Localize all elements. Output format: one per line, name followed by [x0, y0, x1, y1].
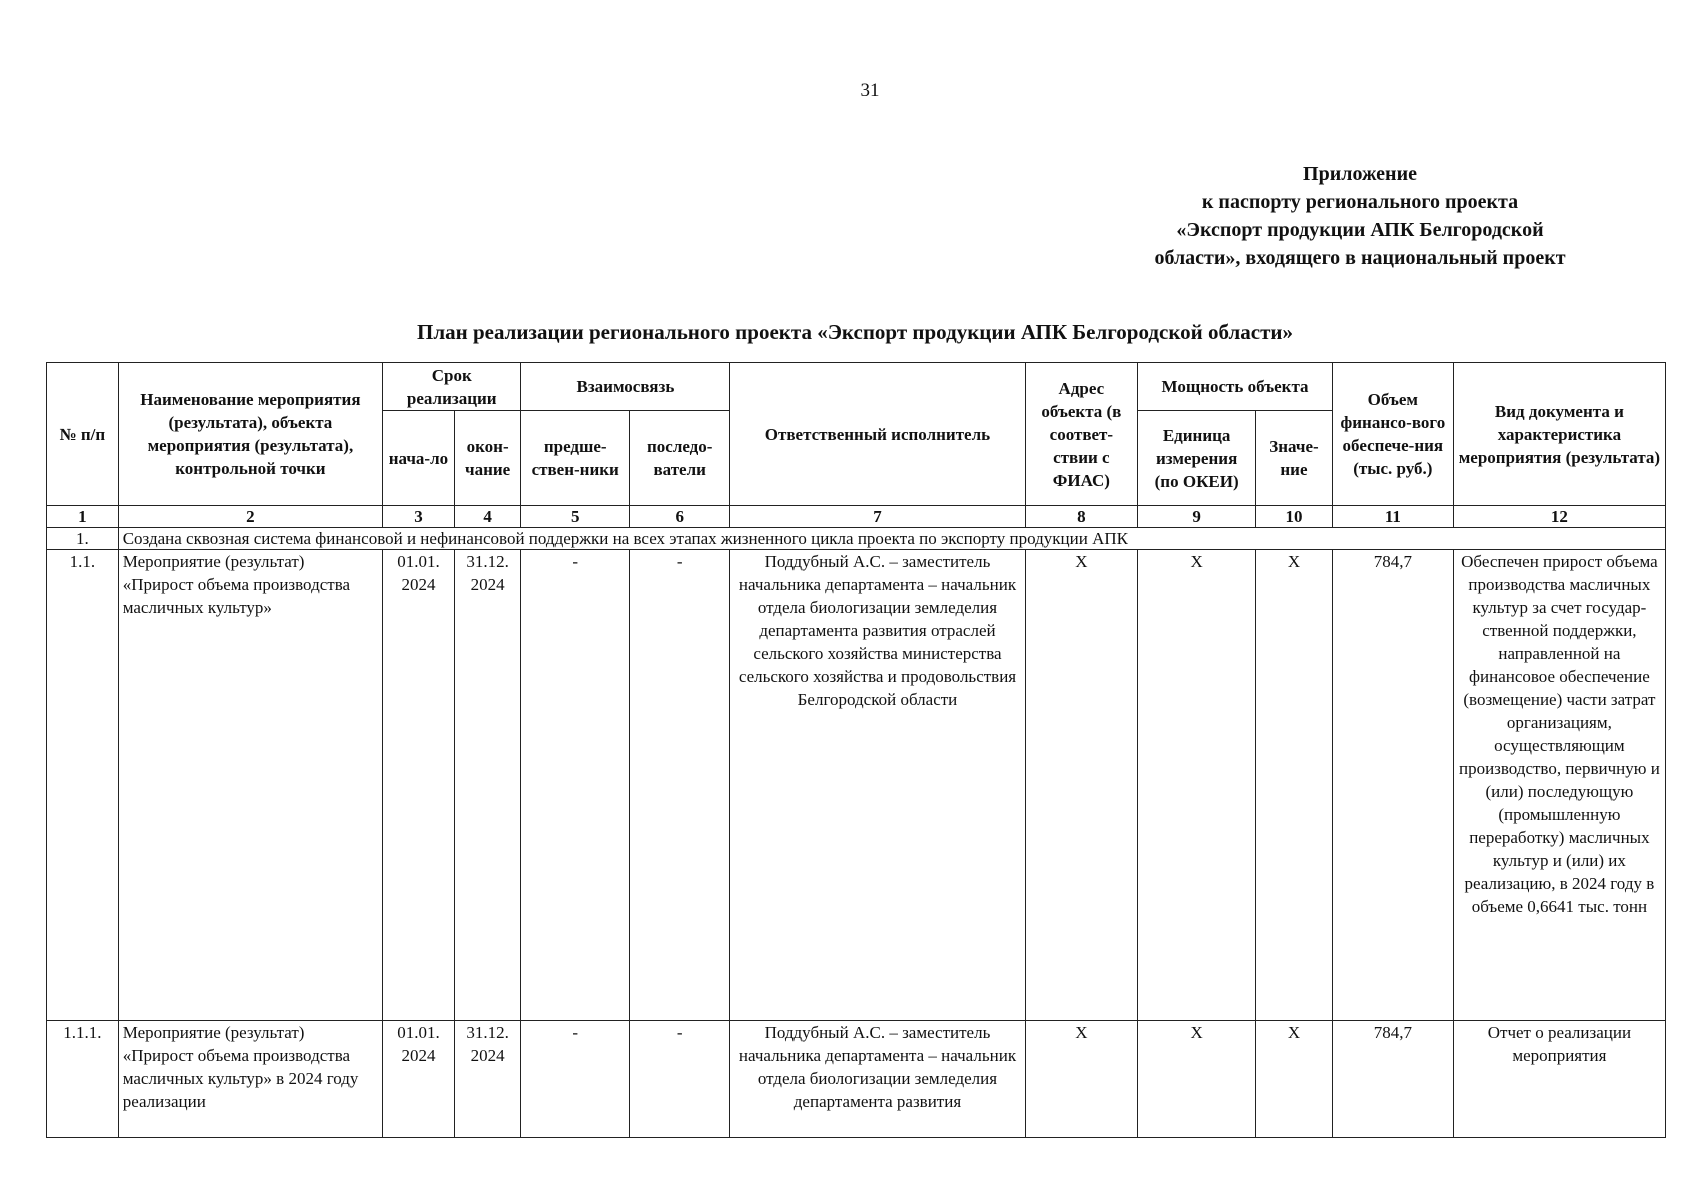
row-name: Мероприятие (результат) «Прирост объема производства масличных культур» в 2024 году реализации — [118, 1021, 382, 1138]
table-row — [47, 1021, 1666, 1138]
header-unit: Единица измерения (по ОКЕИ) — [1138, 411, 1256, 506]
table-row — [47, 550, 1666, 1021]
column-number: 11 — [1332, 506, 1453, 528]
row-predecessors: - — [521, 550, 630, 1021]
section-row — [47, 528, 1666, 550]
row-doc: Отчет о реализации мероприятия — [1453, 1021, 1665, 1138]
column-number: 10 — [1256, 506, 1333, 528]
row-end: 31.12. 2024 — [454, 550, 521, 1021]
column-number: 8 — [1025, 506, 1138, 528]
header-relation: Взаимосвязь — [521, 363, 730, 411]
row-unit: Х — [1138, 550, 1256, 1021]
header-executor: Ответственный исполнитель — [730, 363, 1025, 506]
page-number: 31 — [860, 80, 880, 101]
row-start: 01.01. 2024 — [383, 550, 455, 1021]
row-start: 01.01. 2024 — [383, 1021, 455, 1138]
row-address: Х — [1025, 550, 1138, 1021]
header-end: окон-чание — [454, 411, 521, 506]
row-name: Мероприятие (результат) «Прирост объема производства масличных культур» — [118, 550, 382, 1021]
column-number: 7 — [730, 506, 1025, 528]
header-value: Значе-ние — [1256, 411, 1333, 506]
row-value: Х — [1256, 550, 1333, 1021]
column-number: 1 — [47, 506, 119, 528]
header-capacity: Мощность объекта — [1138, 363, 1333, 411]
column-number: 9 — [1138, 506, 1256, 528]
header-doc: Вид документа и характеристика мероприятия (результата) — [1453, 363, 1665, 506]
column-number: 12 — [1453, 506, 1665, 528]
header-name: Наименование мероприятия (результата), объекта мероприятия (результата), контрольной точки — [118, 363, 382, 506]
row-doc: Обеспечен прирост объема производства масличных культур за счет государ-ственной поддержки, направленной на финансовое обеспечение (возмещение) части затрат организациям, осуществляющим производство, первичную и (или) последующую (промышленную переработку) масличных культур и (или) их реализацию, в 2024 году в объеме 0,6641 тыс. тонн — [1453, 550, 1665, 1021]
row-executor: Поддубный А.С. – заместитель начальника департамента – начальник отдела биологизации земледелия департамента развития — [730, 1021, 1025, 1138]
appendix-header — [1080, 160, 1640, 272]
section-num: 1. — [47, 528, 119, 550]
header-term: Срок реализации — [383, 363, 521, 411]
row-successors: - — [630, 550, 730, 1021]
row-predecessors: - — [521, 1021, 630, 1138]
header-start: нача-ло — [383, 411, 455, 506]
column-number: 3 — [383, 506, 455, 528]
header-address: Адрес объекта (в соответ-ствии с ФИАС) — [1025, 363, 1138, 506]
appendix-line: Приложение — [1303, 163, 1417, 185]
appendix-line: области», входящего в национальный проект — [1154, 247, 1566, 269]
row-successors: - — [630, 1021, 730, 1138]
document-title: План реализации регионального проекта «Экспорт продукции АПК Белгородской области» — [416, 320, 1293, 344]
column-number: 6 — [630, 506, 730, 528]
column-number: 4 — [454, 506, 521, 528]
header-finance: Объем финансо-вого обеспече-ния (тыс. руб.) — [1332, 363, 1453, 506]
row-unit: Х — [1138, 1021, 1256, 1138]
appendix-line: «Экспорт продукции АПК Белгородской — [1176, 219, 1544, 241]
header-successors: последо-ватели — [630, 411, 730, 506]
row-num: 1.1.1. — [47, 1021, 119, 1138]
row-finance: 784,7 — [1332, 1021, 1453, 1138]
appendix-line: к паспорту регионального проекта — [1201, 191, 1519, 213]
row-value: Х — [1256, 1021, 1333, 1138]
row-executor: Поддубный А.С. – заместитель начальника департамента – начальник отдела биологизации земледелия департамента развития отраслей сельского хозяйства министерства сельского хозяйства и продовольствия Белгородской области — [730, 550, 1025, 1021]
row-finance: 784,7 — [1332, 550, 1453, 1021]
row-address: Х — [1025, 1021, 1138, 1138]
section-text: Создана сквозная система финансовой и нефинансовой поддержки на всех этапах жизненного цикла проекта по экспорту продукции АПК — [118, 528, 1665, 550]
header-num: № п/п — [47, 363, 119, 506]
plan-table — [46, 362, 1666, 1138]
row-end: 31.12. 2024 — [454, 1021, 521, 1138]
column-number: 2 — [118, 506, 382, 528]
column-number: 5 — [521, 506, 630, 528]
row-num: 1.1. — [47, 550, 119, 1021]
header-predecessors: предше-ствен-ники — [521, 411, 630, 506]
